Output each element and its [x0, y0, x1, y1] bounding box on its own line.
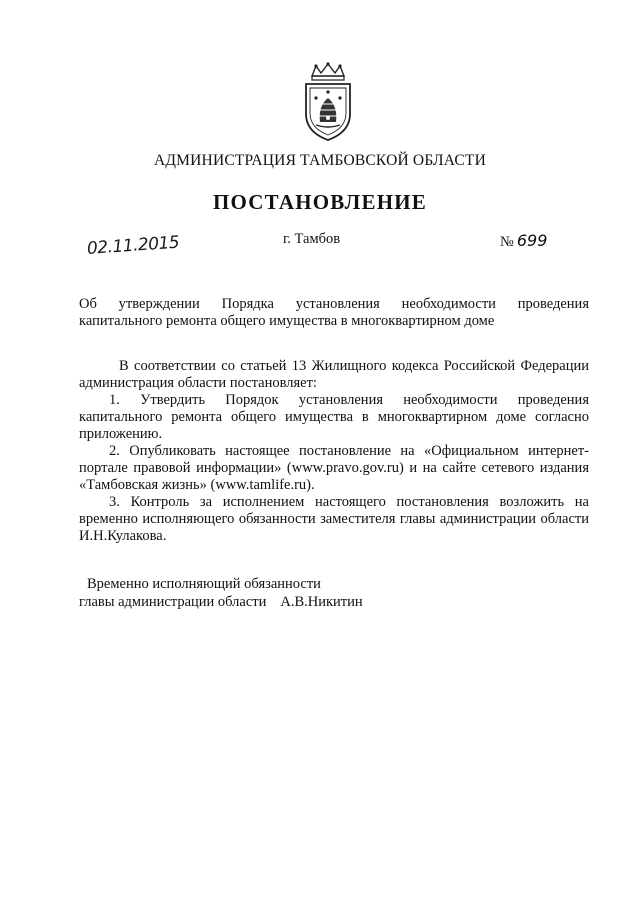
- body-intro-paragraph: В соответствии со статьей 13 Жилищного кодекса Российской Федерации администрация области постановляет:: [79, 358, 589, 391]
- number-sign: №: [500, 234, 514, 250]
- document-date: 02.11.2015: [86, 232, 180, 259]
- body-item-3: 3. Контроль за исполнением настоящего постановления возложить на временно исполняющего обязанности заместителя главы администрации области И.Н.Кулакова.: [79, 494, 589, 544]
- subject-word: установления: [295, 296, 380, 312]
- subject-line-2: капитального ремонта общего имущества в многоквартирном доме: [79, 313, 495, 329]
- document-body: [79, 358, 589, 545]
- signatory-role-line-2: главы администрации области: [79, 594, 267, 610]
- number-value: 699: [516, 231, 548, 250]
- document-number: [500, 231, 547, 251]
- subject-word: утверждении: [118, 296, 200, 312]
- subject-word: Об: [79, 296, 97, 312]
- document-city: г. Тамбов: [283, 231, 341, 247]
- document-subject: [79, 296, 589, 330]
- subject-word: проведения: [517, 296, 589, 312]
- signatory-role-line-1: Временно исполняющий обязанности: [87, 576, 321, 592]
- coat-of-arms-icon: [298, 62, 358, 142]
- issuing-authority: АДМИНИСТРАЦИЯ ТАМБОВСКОЙ ОБЛАСТИ: [154, 152, 486, 169]
- body-item-2: 2. Опубликовать настоящее постановление на «Официальном интернет-портале правовой информации» (www.pravo.gov.ru) и на сайте сетевого издания «Тамбовская жизнь» (www.tamlife.ru).: [79, 443, 589, 493]
- subject-line-1: [79, 296, 589, 313]
- subject-word: Порядка: [221, 296, 274, 312]
- signatory-block: [79, 594, 363, 611]
- subject-word: необходимости: [401, 296, 496, 312]
- body-item-1: 1. Утвердить Порядок установления необходимости проведения капитального ремонта общего имущества в многоквартирном доме согласно приложению.: [79, 392, 589, 442]
- document-type-title: ПОСТАНОВЛЕНИЕ: [212, 190, 428, 214]
- signatory-name: А.В.Никитин: [280, 594, 363, 610]
